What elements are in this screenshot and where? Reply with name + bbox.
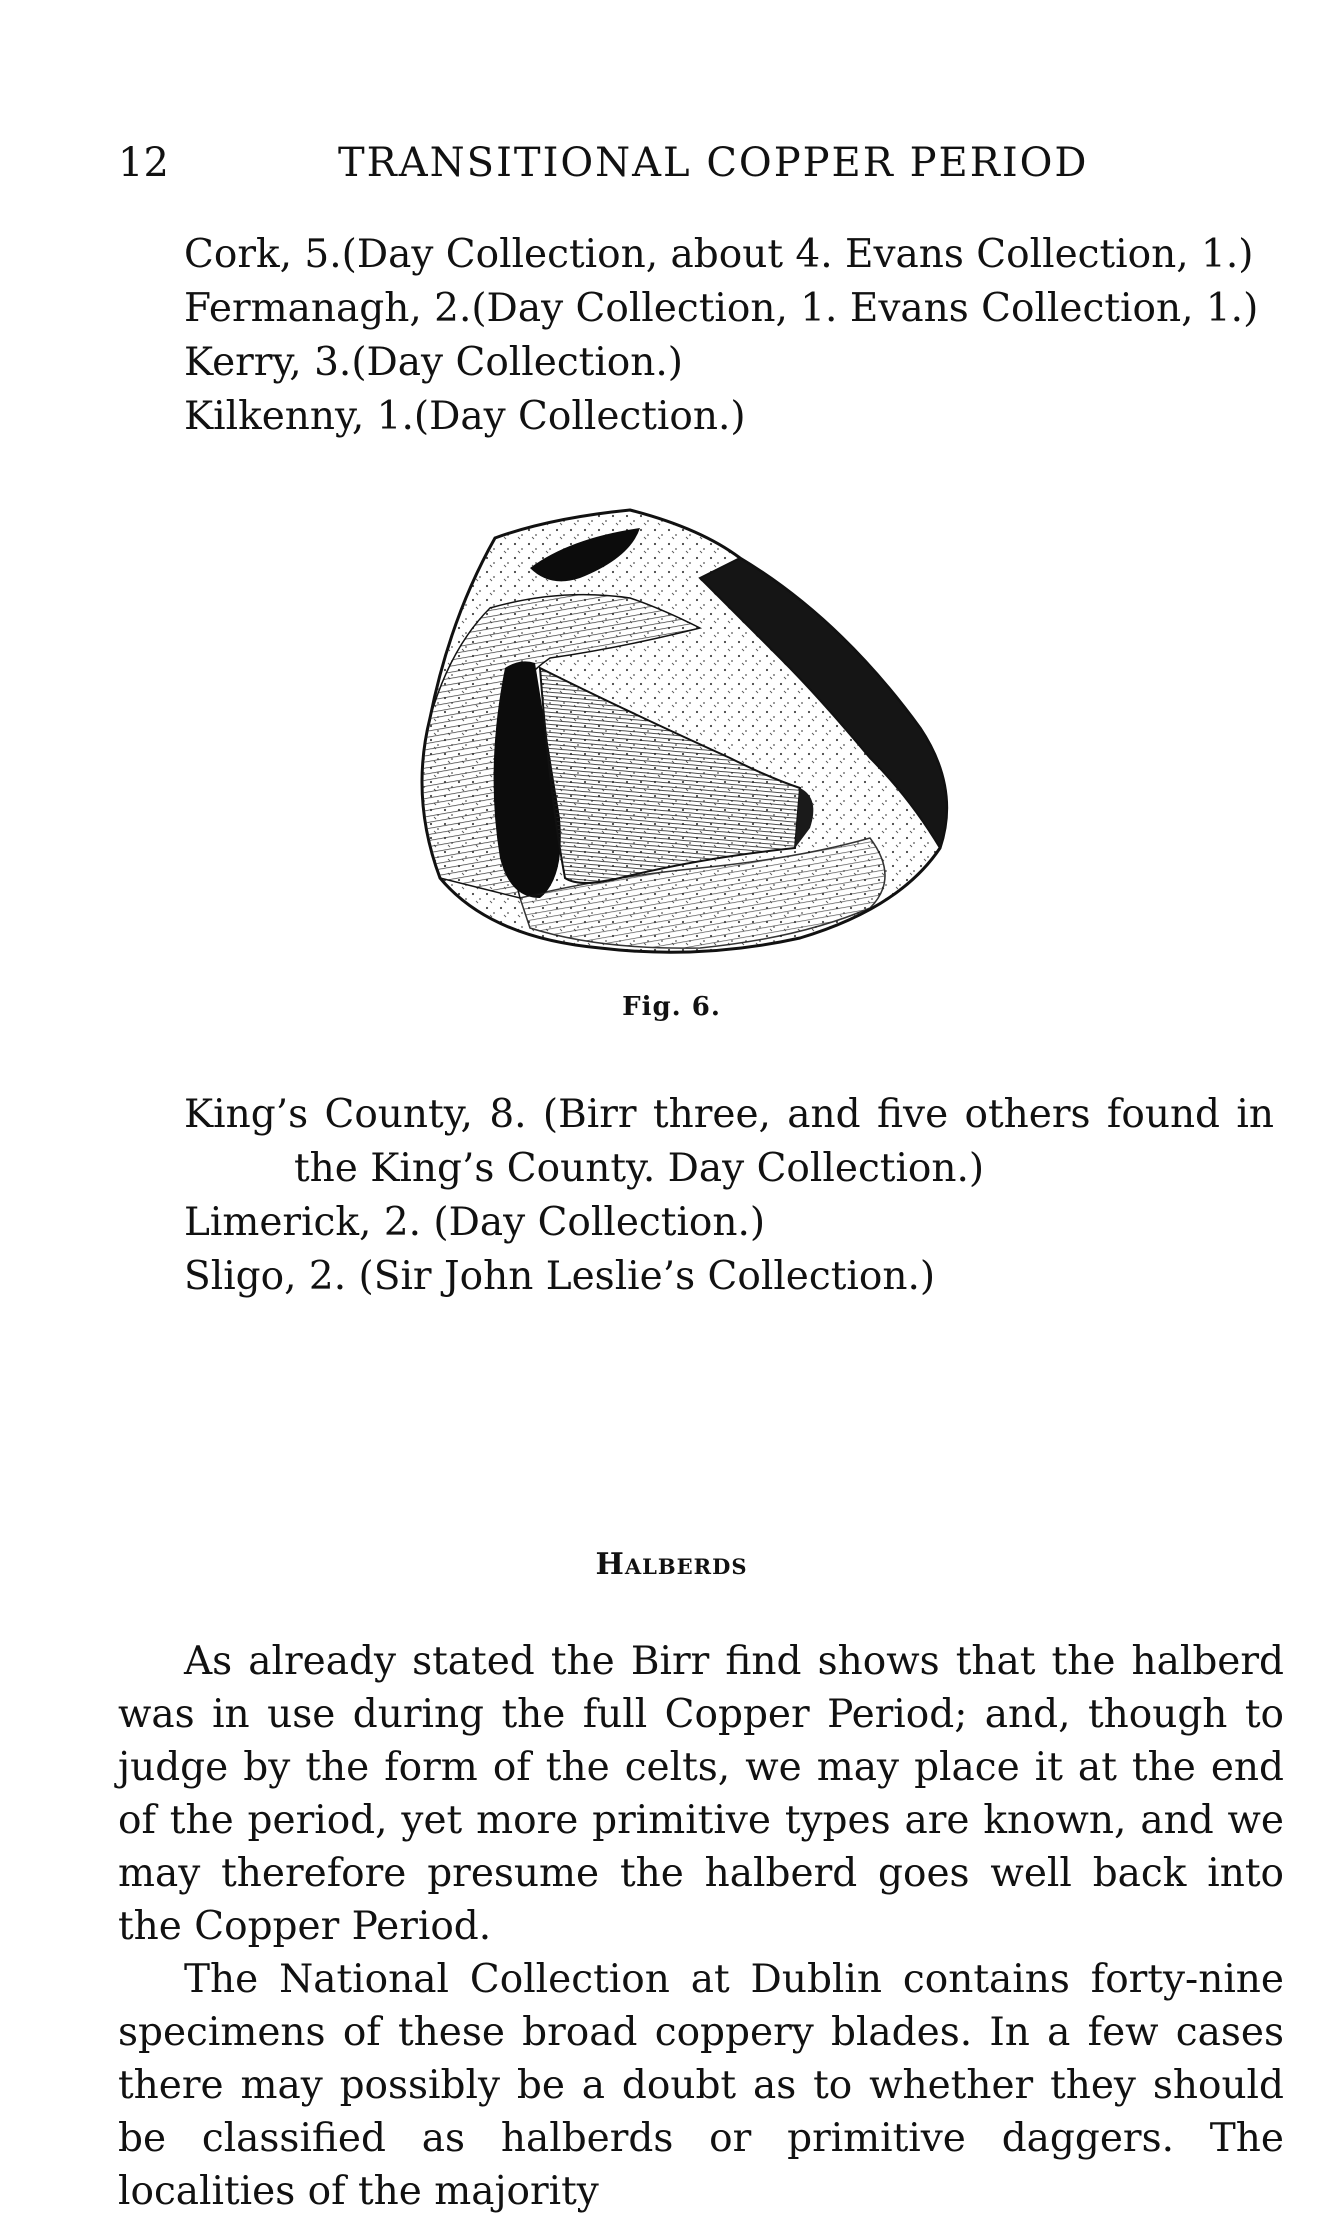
page-number: 12 (118, 140, 169, 186)
list-item: Sligo, 2. (Sir John Leslie’s Collection.) (184, 1254, 936, 1299)
paragraph: The National Collection at Dublin contains forty-nine specimens of these broad coppery blades. In a few cases there may possibly be a doubt as to whether they should be classified as halberds or primitive daggers. The localities of the majority (118, 1957, 1284, 2214)
collection-note-secondary: Evans Collection, 1.) (849, 286, 1259, 331)
county-list-top (184, 228, 1284, 444)
county-name: Fermanagh, 2. (184, 286, 472, 331)
collection-note: (Day Collection, about 4. (341, 232, 833, 277)
county-list-bottom (184, 1088, 1284, 1304)
list-item: King’s County, 8. (Birr three, and five others found in (184, 1092, 1274, 1137)
section-heading: Halberds (595, 1547, 748, 1582)
collection-note-secondary: Evans Collection, 1.) (845, 232, 1254, 277)
county-name: Kerry, 3. (184, 340, 352, 385)
running-title: TRANSITIONAL COPPER PERIOD (338, 140, 1089, 186)
list-item (184, 390, 1284, 444)
figure-caption: Fig. 6. (622, 992, 721, 1022)
county-name: Cork, 5. (184, 232, 342, 277)
list-item: Limerick, 2. (Day Collection.) (184, 1200, 766, 1245)
list-item-continuation: the King’s County. Day Collection.) (294, 1146, 985, 1191)
collection-note: (Day Collection.) (413, 394, 746, 439)
collection-note: (Day Collection.) (351, 340, 684, 385)
body-text (118, 1635, 1284, 2218)
list-item (184, 228, 1284, 282)
collection-note: (Day Collection, 1. (471, 286, 838, 331)
list-item (184, 336, 1284, 390)
county-name: Kilkenny, 1. (184, 394, 414, 439)
list-item (184, 282, 1284, 336)
paragraph: As already stated the Birr find shows that the halberd was in use during the full Copper Period; and, though to judge by the form of the celts, we may place it at the end of the period, yet more primitive types are known, and we may therefore presume the halberd goes well back into the Copper Period. (118, 1639, 1284, 1949)
stone-mould-illustration (400, 498, 1020, 968)
